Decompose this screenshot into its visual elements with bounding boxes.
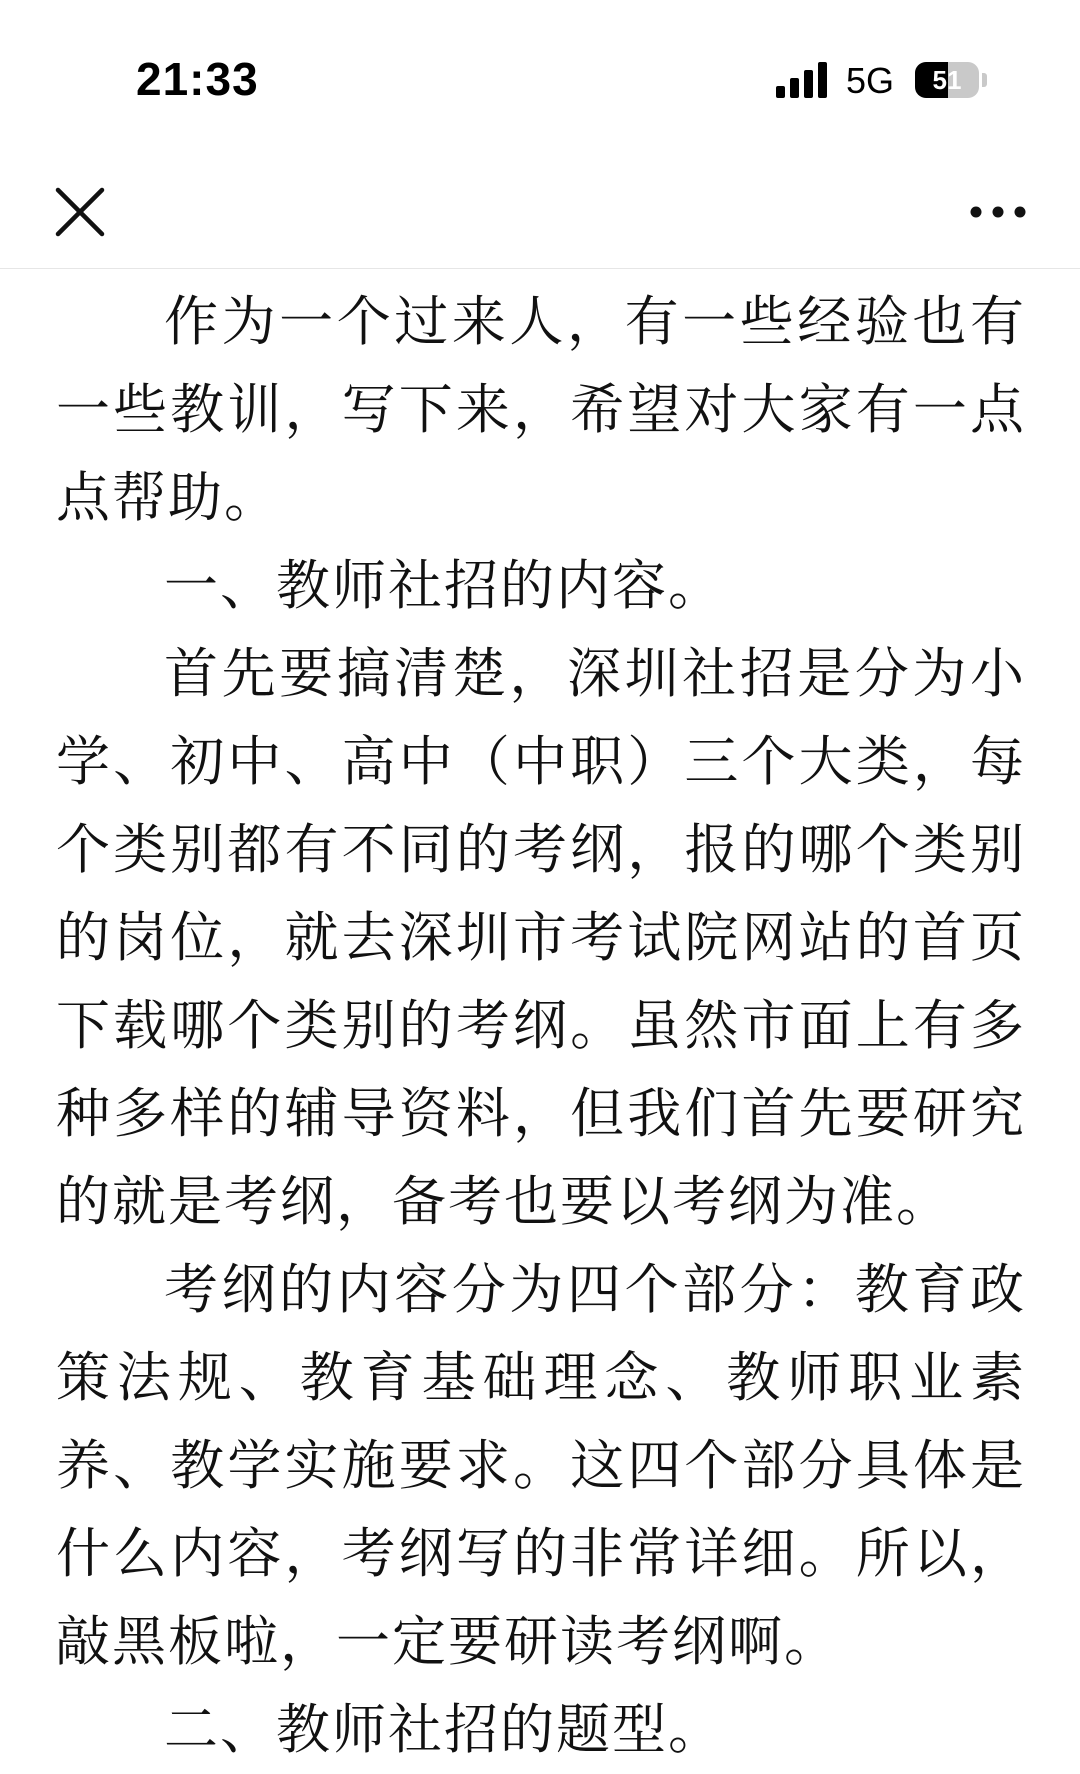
battery-tip: [982, 73, 987, 87]
section-heading: 一、教师社招的内容。: [164, 554, 724, 617]
battery-level: 51: [932, 65, 962, 95]
nav-bar: [0, 160, 1080, 269]
close-icon: [50, 182, 110, 242]
more-options-button[interactable]: [966, 182, 1030, 242]
article-paragraph: 作为一个过来人，有一些经验也有一些教训，写下来，希望对大家有一点点帮助。: [56, 290, 1026, 529]
close-button[interactable]: [50, 182, 110, 242]
battery-icon: [915, 62, 979, 98]
more-horizontal-icon: [966, 182, 1030, 242]
network-type: 5G: [846, 60, 895, 101]
status-time: 21:33: [136, 53, 259, 105]
article-content: [56, 278, 1026, 1774]
status-bar: [0, 0, 1080, 160]
article-paragraph: 首先要搞清楚，深圳社招是分为小学、初中、高中（中职）三个大类，每个类别都有不同的考纲，报的哪个类别的岗位，就去深圳市考试院网站的首页下载哪个类别的考纲。虽然市面上有多种多样的辅导资料，但我们首先要研究的就是考纲，备考也要以考纲为准。: [56, 642, 1026, 1233]
signal-bar: [804, 70, 813, 98]
signal-strength-icon: [776, 62, 828, 98]
signal-bar: [818, 62, 827, 98]
article-paragraph: 考纲的内容分为四个部分：教育政策法规、教育基础理念、教师职业素养、教学实施要求。这四个部分具体是什么内容，考纲写的非常详细。所以，敲黑板啦，一定要研读考纲啊。: [56, 1258, 1026, 1673]
section-heading: 二、教师社招的题型。: [164, 1698, 724, 1761]
signal-bar: [776, 86, 785, 98]
signal-bar: [790, 78, 799, 98]
